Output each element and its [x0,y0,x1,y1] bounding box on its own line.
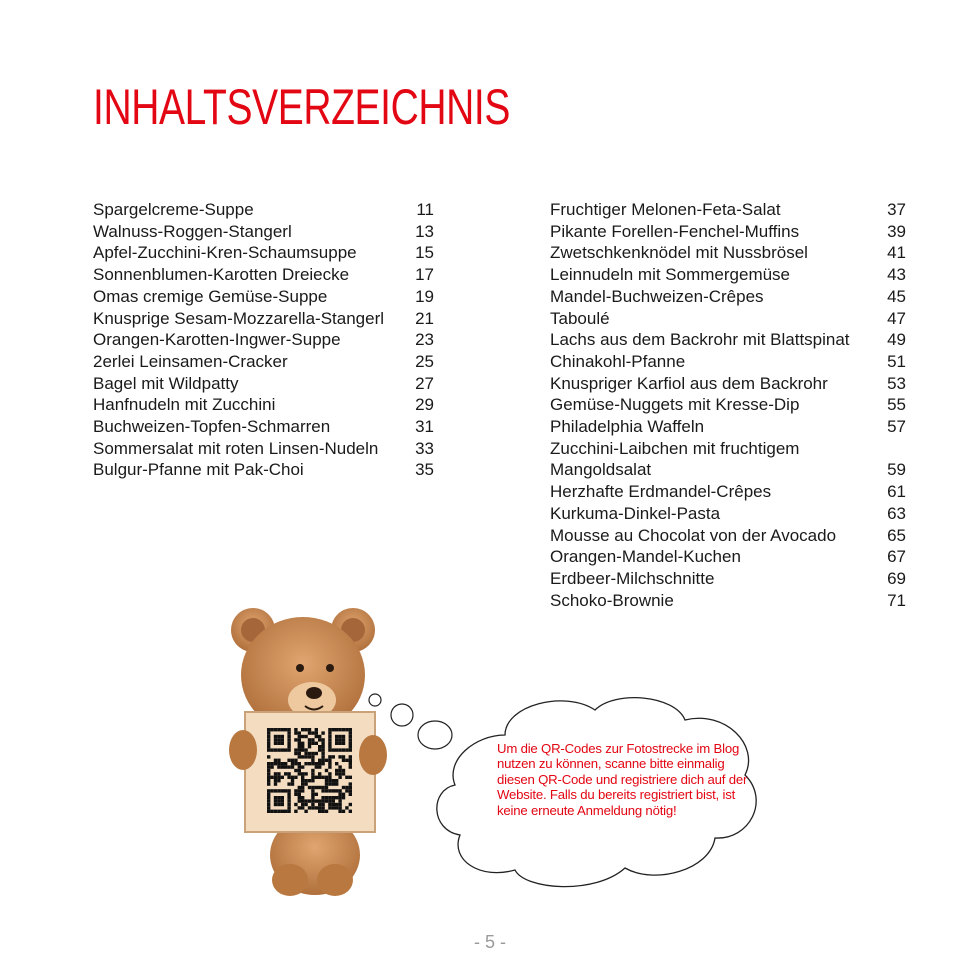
toc-entry-page: 43 [887,265,906,285]
toc-entry-page: 17 [415,265,434,285]
toc-entry-page: 33 [415,438,434,458]
toc-entry [550,351,906,373]
toc-entry [550,546,906,568]
toc-entry [550,308,906,330]
toc-entry-page: 25 [415,351,434,371]
toc-entry-page: 37 [887,200,906,219]
toc-entry-page: 55 [887,395,906,415]
toc-entry-title: Bulgur-Pfanne mit Pak-Choi [93,460,304,480]
toc-entry [550,503,906,525]
toc-entry [550,221,906,243]
toc-entry-title: Kurkuma-Dinkel-Pasta [550,503,721,523]
toc-entry-title: Leinnudeln mit Sommergemüse [550,265,791,285]
toc-entry [93,373,434,395]
toc-entry-page: 31 [415,417,434,437]
toc-entry-title: Walnuss-Roggen-Stangerl [93,221,292,241]
toc-entry [93,264,434,286]
toc-entry-title: Pikante Forellen-Fenchel-Muffins [550,221,800,241]
toc-entry [93,329,434,351]
toc-entry [550,568,906,590]
toc-entry-page: 61 [887,482,906,502]
toc-left-column [93,199,434,481]
toc-entry-title: 2erlei Leinsamen-Cracker [93,351,288,371]
toc-entry [550,590,906,612]
toc-entry-page: 69 [887,568,906,588]
toc-right-column [550,199,906,611]
toc-entry-title: Spargelcreme-Suppe [93,200,254,219]
toc-entry [93,221,434,243]
toc-entry-title: Omas cremige Gemüse-Suppe [93,286,328,306]
toc-entry-title: Herzhafte Erdmandel-Crêpes [550,482,772,502]
toc-entry-page: 27 [415,373,434,393]
toc-entry [550,438,906,481]
toc-entry [550,525,906,547]
toc-entry [550,416,906,438]
toc-entry [93,438,434,460]
toc-entry-page: 29 [415,395,434,415]
toc-entry-page: 65 [887,525,906,545]
toc-entry-title: Hanfnudeln mit Zucchini [93,395,276,415]
toc-entry-title: Sonnenblumen-Karotten Dreiecke [93,265,350,285]
toc-entry-title: Mousse au Chocolat von der Avocado [550,525,837,545]
toc-entry-title: Lachs aus dem Backrohr mit Blattspinat [550,330,850,350]
page-title: INHALTSVERZEICHNIS [93,79,510,135]
toc-entry-page: 71 [887,590,906,610]
toc-entry [93,394,434,416]
toc-entry-page: 59 [887,460,906,480]
toc-entry [550,242,906,264]
toc-entry-title: Orangen-Karotten-Ingwer-Suppe [93,330,341,350]
toc-entry [93,242,434,264]
toc-entry [550,199,906,221]
toc-entry-page: 47 [887,308,906,328]
toc-entry-title: Buchweizen-Topfen-Schmarren [93,417,331,437]
toc-entry-title: Fruchtiger Melonen-Feta-Salat [550,200,781,219]
qr-registration-note: Um die QR-Codes zur Fotostrecke im Blog nutzen zu können, scanne bitte einmalig diesen QR-Code und registriere dich auf der Website. Falls du bereits registriert bist, ist keine erneute Anmeldung nötig! [497,741,748,818]
toc-entry-title: Zwetschkenknödel mit Nussbrösel [550,243,808,263]
toc-entry-page: 45 [887,286,906,306]
toc-entry-title: Schoko-Brownie [550,590,674,610]
toc-entry [93,351,434,373]
toc-entry-page: 63 [887,503,906,523]
toc-entry-title: Taboulé [550,308,610,328]
toc-entry-title: Bagel mit Wildpatty [93,373,239,393]
toc-entry-page: 23 [415,330,434,350]
toc-entry [550,286,906,308]
toc-entry-page: 49 [887,330,906,350]
toc-entry-page: 39 [887,221,906,241]
toc-entry-page: 41 [887,243,906,263]
toc-entry [550,481,906,503]
toc-entry-title: Mandel-Buchweizen-Crêpes [550,286,764,306]
toc-entry [93,416,434,438]
toc-entry [93,308,434,330]
toc-entry [550,394,906,416]
toc-entry-page: 19 [415,286,434,306]
toc-entry-title: Apfel-Zucchini-Kren-Schaumsuppe [93,243,357,263]
toc-entry-page: 11 [416,200,434,219]
toc-entry-title: Knuspriger Karfiol aus dem Backrohr [550,373,828,393]
toc-entry-page: 35 [415,460,434,480]
toc-entry-title: Sommersalat mit roten Linsen-Nudeln [93,438,379,458]
toc-entry-page: 15 [415,243,434,263]
toc-entry [93,199,434,221]
toc-entry-page: 13 [415,221,434,241]
toc-entry-page: 51 [887,351,906,371]
toc-entry [93,286,434,308]
toc-entry [550,373,906,395]
toc-entry-title: Zucchini-Laibchen mit fruchtigem Mangoldsalat [550,438,800,480]
toc-entry-page: 21 [415,308,434,328]
toc-entry-title: Chinakohl-Pfanne [550,351,686,371]
toc-entry-title: Knusprige Sesam-Mozzarella-Stangerl [93,308,385,328]
toc-entry-page: 67 [887,547,906,567]
toc-entry-title: Erdbeer-Milchschnitte [550,568,715,588]
toc-entry [550,264,906,286]
toc-entry [550,329,906,351]
toc-entry-title: Philadelphia Waffeln [550,417,705,437]
toc-entry-title: Gemüse-Nuggets mit Kresse-Dip [550,395,800,415]
toc-entry-page: 53 [887,373,906,393]
toc-entry-title: Orangen-Mandel-Kuchen [550,547,741,567]
page-number: - 5 - [473,932,506,952]
toc-entry [93,459,434,481]
toc-entry-page: 57 [887,417,906,437]
